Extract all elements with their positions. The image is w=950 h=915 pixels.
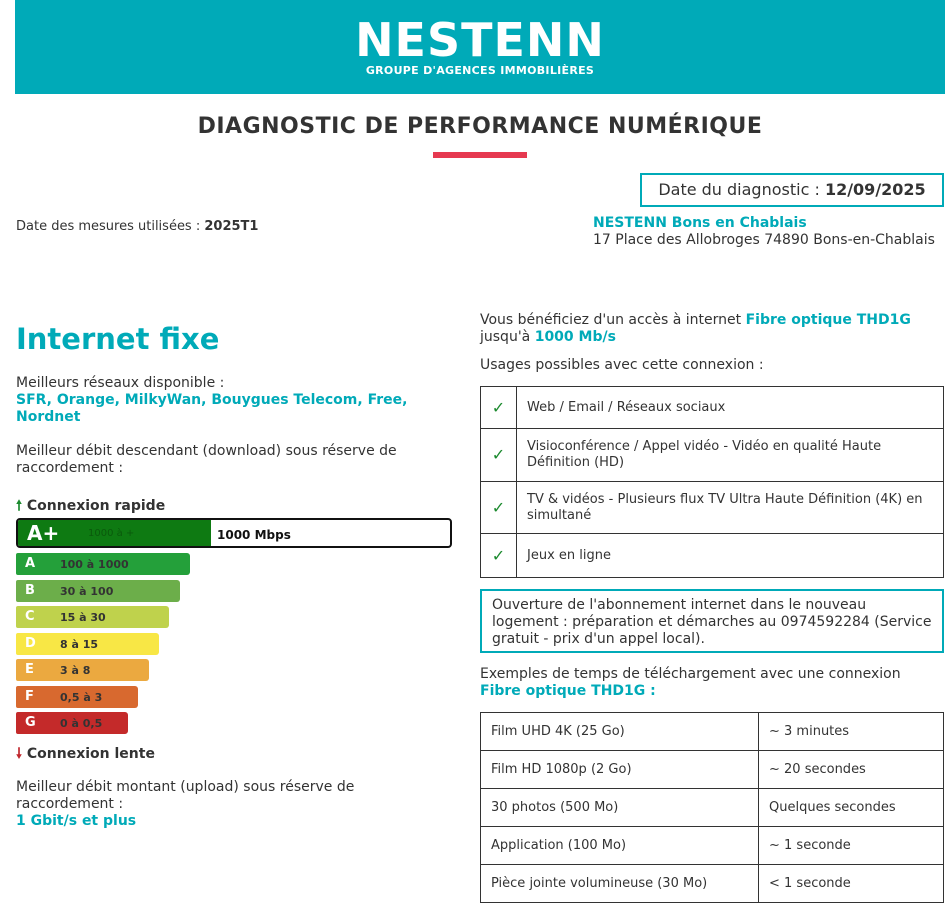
table-row — [481, 865, 944, 903]
arrow-up-icon: 🠕 — [16, 498, 23, 514]
grade-letter: D — [25, 635, 36, 651]
grade-range: 15 à 30 — [60, 611, 106, 624]
grade-range: 8 à 15 — [60, 637, 99, 651]
grade-range: 100 à 1000 — [60, 558, 129, 571]
grade-letter: E — [25, 662, 34, 677]
slow-connection-text: Connexion lente — [26, 746, 155, 762]
networks-label: Meilleurs réseaux disponible : — [16, 375, 225, 391]
grade-range: 0,5 à 3 — [60, 690, 103, 704]
usage-label: Visioconférence / Appel vidéo - Vidéo en qualité Haute Définition (HD) — [517, 429, 944, 482]
diagnostic-date-box — [640, 173, 944, 207]
usage-row — [481, 482, 944, 534]
grade-letter: C — [25, 609, 35, 624]
section-title-internet: Internet fixe — [16, 322, 220, 356]
brand-subtitle: GROUPE D'AGENCES IMMOBILIÈRES — [365, 64, 595, 77]
access-text: Vous bénéficiez d'un accès à internet — [480, 312, 742, 328]
grade-bar-e — [16, 659, 149, 681]
access-tech: Fibre optique THD1G — [745, 312, 911, 328]
download-item: Pièce jointe volumineuse (30 Mo) — [481, 865, 759, 903]
agency-address: 17 Place des Allobroges 74890 Bons-en-Chablais — [593, 232, 935, 248]
current-grade-bar — [16, 518, 452, 548]
downloads-intro — [480, 666, 944, 700]
brand-logo: NESTENN — [355, 13, 605, 67]
usages-title: Usages possibles avec cette connexion : — [480, 357, 764, 373]
fast-connection-label — [16, 495, 165, 519]
usage-label: TV & vidéos - Plusieurs flux TV Ultra Haute Définition (4K) en simultané — [517, 482, 944, 534]
current-grade-letter: A+ — [27, 521, 60, 545]
download-item: Application (100 Mo) — [481, 827, 759, 865]
table-row — [481, 827, 944, 865]
slow-connection-label — [16, 743, 155, 767]
usage-row — [481, 387, 944, 429]
arrow-down-icon: 🠗 — [16, 746, 23, 762]
grade-bar-c — [16, 606, 169, 628]
usage-row — [481, 534, 944, 578]
agency-name: NESTENN Bons en Chablais — [593, 215, 807, 231]
table-row — [481, 789, 944, 827]
table-row — [481, 713, 944, 751]
grade-bar-d — [16, 633, 159, 655]
grade-range: 30 à 100 — [60, 584, 114, 598]
upload-value: 1 Gbit/s et plus — [16, 813, 137, 829]
grade-bar-b — [16, 580, 180, 602]
page-title: DIAGNOSTIC DE PERFORMANCE NUMÉRIQUE — [197, 114, 763, 139]
title-underline — [433, 152, 527, 158]
measures-date-value: 2025T1 — [204, 219, 259, 234]
grade-letter: A — [25, 556, 36, 571]
subscription-notice: Ouverture de l'abonnement internet dans le nouveau logement : préparation et démarches au 0974592284 (Service gratuit - prix d'un appel local). — [480, 589, 944, 653]
grade-letter: F — [25, 688, 34, 704]
download-times-table — [480, 712, 944, 903]
grade-range: 3 à 8 — [60, 664, 91, 677]
access-up-to: jusqu'à — [480, 329, 531, 345]
grade-bar-a — [16, 553, 190, 575]
networks-value: SFR, Orange, MilkyWan, Bouygues Telecom, Free, Nordnet — [16, 392, 408, 425]
grade-range: 0 à 0,5 — [60, 717, 103, 730]
grade-bar-f — [16, 686, 138, 708]
current-grade-range: 1000 à + — [88, 528, 135, 539]
download-time: < 1 seconde — [759, 865, 944, 903]
download-item: Film UHD 4K (25 Go) — [481, 713, 759, 751]
download-label: Meilleur débit descendant (download) sous réserve de raccordement : — [16, 443, 397, 476]
check-icon: ✓ — [481, 534, 517, 578]
check-icon: ✓ — [481, 482, 517, 534]
fast-connection-text: Connexion rapide — [26, 498, 166, 514]
download-time: Quelques secondes — [759, 789, 944, 827]
current-grade-value: 1000 Mbps — [217, 528, 291, 542]
grade-bar-g — [16, 712, 128, 734]
diagnostic-date-value: 12/09/2025 — [824, 180, 926, 199]
access-speed: 1000 Mb/s — [534, 329, 616, 345]
grade-letter: B — [25, 582, 35, 598]
usage-label: Jeux en ligne — [517, 534, 944, 578]
downloads-title: Exemples de temps de téléchargement avec une connexion — [480, 666, 901, 682]
check-icon: ✓ — [481, 429, 517, 482]
grade-letter: G — [25, 715, 36, 730]
header-banner — [15, 0, 945, 94]
table-row — [481, 751, 944, 789]
check-icon: ✓ — [481, 387, 517, 429]
downloads-tech: Fibre optique THD1G : — [480, 683, 656, 699]
download-time: ~ 20 secondes — [759, 751, 944, 789]
download-item: 30 photos (500 Mo) — [481, 789, 759, 827]
diagnostic-date-label: Date du diagnostic : — [658, 180, 820, 199]
access-info — [480, 312, 944, 346]
download-time: ~ 1 seconde — [759, 827, 944, 865]
download-time: ~ 3 minutes — [759, 713, 944, 751]
download-item: Film HD 1080p (2 Go) — [481, 751, 759, 789]
upload-label: Meilleur débit montant (upload) sous réserve de raccordement : — [16, 779, 355, 812]
measures-date — [16, 219, 258, 234]
usages-table — [480, 386, 944, 578]
usage-label: Web / Email / Réseaux sociaux — [517, 387, 944, 429]
measures-date-label: Date des mesures utilisées : — [16, 219, 201, 234]
usage-row — [481, 429, 944, 482]
